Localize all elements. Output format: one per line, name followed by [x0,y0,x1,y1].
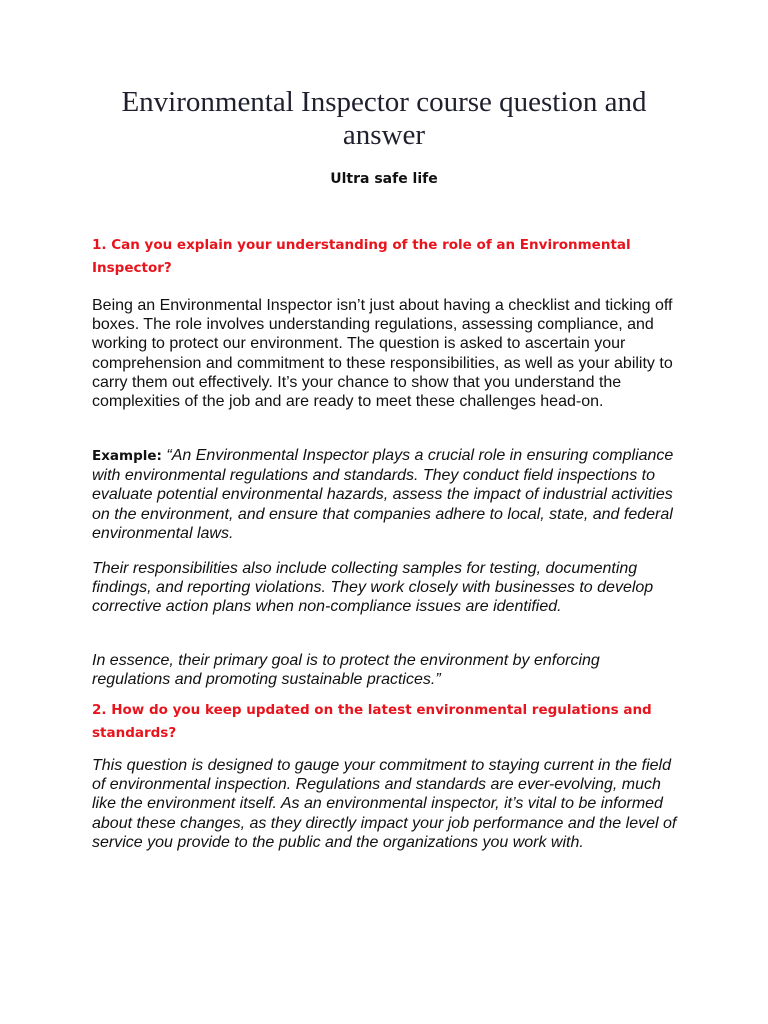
example-paragraph-3: In essence, their primary goal is to protect the environment by enforcing regulations and promoting sustainable practices.” [92,652,600,689]
example-paragraph-2: Their responsibilities also include collecting samples for testing, documenting findings, and reporting violations. They work closely with businesses to develop corrective action plans when non-compliance issues are identified. [92,560,654,616]
page-title: Environmental Inspector course question and answer [121,86,647,151]
question-1-heading: 1. Can you explain your understanding of the role of an Environmental Inspector? [92,237,631,276]
page-subtitle: Ultra safe life [330,171,438,187]
example-paragraph-1: “An Environmental Inspector plays a crucial role in ensuring compliance with environmental regulations and standards. They conduct field inspections to evaluate potential environmental hazards, assess the impact of industrial activities on the environment, and ensure that companies adhere to local, state, and federal environmental laws. [92,447,674,542]
question-2-explanation: This question is designed to gauge your commitment to staying current in the field of environmental inspection. Regulations and standards are ever-evolving, much like the environment itself. As an environmental inspector, it’s vital to be informed about these changes, as they directly impact your job performance and the level of service you provide to the public and the organizations you work with. [92,757,677,851]
question-1-example [92,446,682,543]
question-2-heading: 2. How do you keep updated on the latest environmental regulations and standards? [92,702,652,741]
question-1-explanation: Being an Environmental Inspector isn’t just about having a checklist and ticking off boxes. The role involves understanding regulations, assessing compliance, and working to protect our environment. The question is asked to ascertain your comprehension and commitment to these responsibilities, as well as your ability to carry them out effectively. It’s your chance to show that you understand the complexities of the job and are ready to meet these challenges head-on. [92,297,673,411]
example-label: Example: [92,448,162,464]
